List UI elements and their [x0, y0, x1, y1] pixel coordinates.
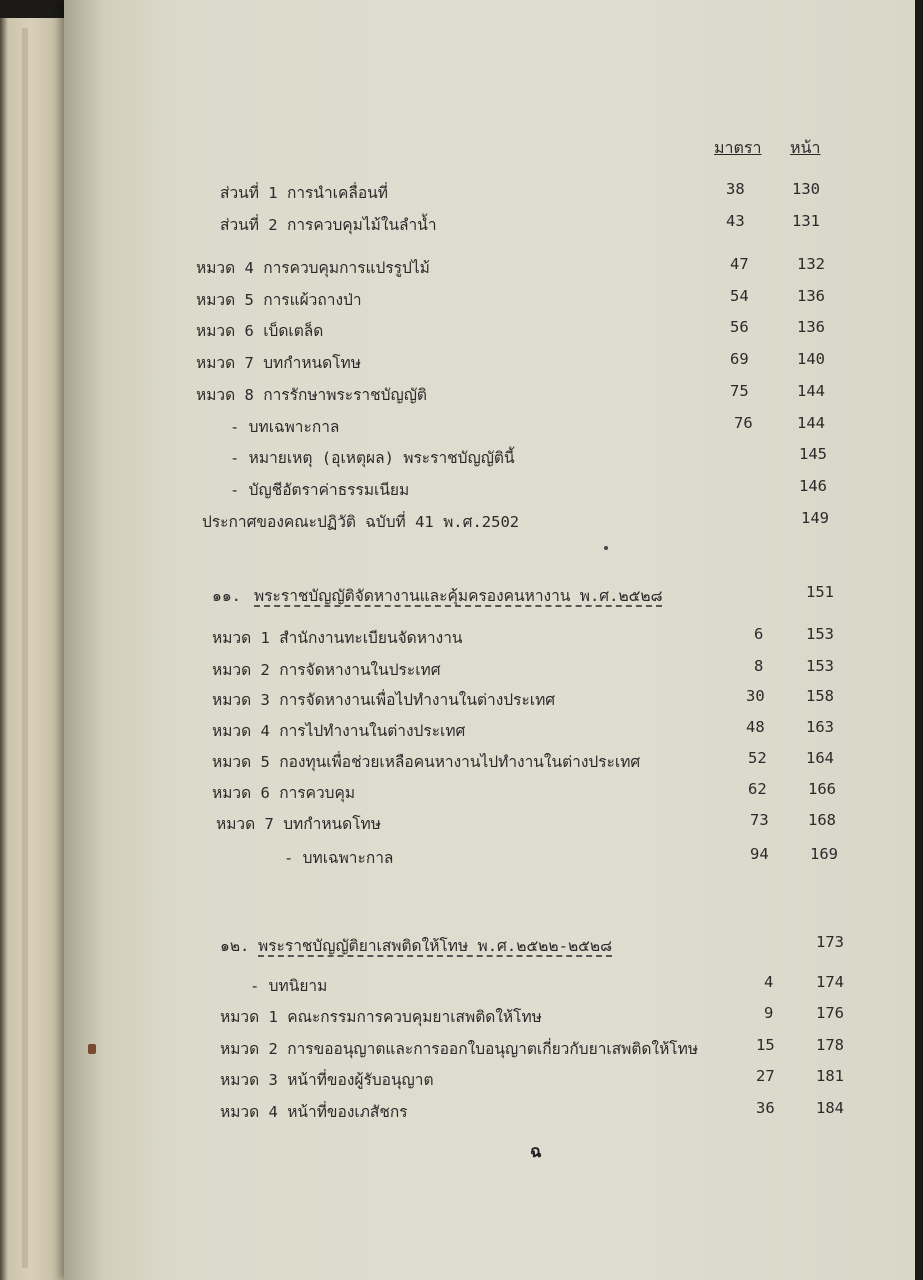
entry-label: หมวด 7 บทกำหนดโทษ: [196, 354, 361, 372]
toc-entry: [64, 1004, 915, 1030]
entry-label: หมวด 4 หน้าที่ของเภสัชกร: [220, 1103, 408, 1121]
entry-label: - บัญชีอัตราค่าธรรมเนียม: [230, 481, 410, 499]
section-heading: [64, 933, 915, 959]
toc-entry: [64, 625, 915, 651]
entry-label: หมวด 2 การขออนุญาตและการออกใบอนุญาตเกี่ยวกับยาเสพติดให้โทษ: [220, 1040, 699, 1058]
entry-label: ส่วนที่ 2 การควบคุมไม้ในลำน้ำ: [220, 216, 437, 234]
entry-label: หมวด 2 การจัดหางานในประเทศ: [212, 661, 441, 679]
entry-article: 52: [748, 749, 767, 767]
entry-article: 6: [754, 625, 764, 643]
entry-page: 144: [797, 414, 825, 432]
section-heading: [64, 583, 915, 609]
entry-label: - บทนิยาม: [250, 977, 328, 995]
entry-article: 8: [754, 657, 764, 675]
toc-entry: [64, 1067, 915, 1093]
entry-label: หมวด 4 การไปทำงานในต่างประเทศ: [212, 722, 466, 740]
entry-article: 30: [746, 687, 765, 705]
entry-label: หมวด 3 การจัดหางานเพื่อไปทำงานในต่างประเทศ: [212, 691, 556, 709]
entry-page: 144: [797, 382, 825, 400]
entry-article: 38: [726, 180, 745, 198]
toc-entry: [64, 445, 915, 471]
entry-label: หมวด 6 การควบคุม: [212, 784, 356, 802]
entry-label: หมวด 3 หน้าที่ของผู้รับอนุญาต: [220, 1071, 434, 1089]
section-title: พระราชบัญญัติจัดหางานและคุ้มครองคนหางาน พ.ศ.๒๕๒๘: [254, 587, 663, 605]
entry-article: 9: [764, 1004, 774, 1022]
entry-article: 76: [734, 414, 753, 432]
entry-page: 131: [792, 212, 820, 230]
entry-page: 168: [808, 811, 836, 829]
entry-page: 184: [816, 1099, 844, 1117]
toc-entry: [64, 1036, 915, 1062]
toc-entry: [64, 657, 915, 683]
toc-entry: [64, 287, 915, 313]
entry-page: 178: [816, 1036, 844, 1054]
section-number: ๑๑.: [212, 587, 242, 605]
toc-entry: [64, 811, 915, 837]
entry-page: 169: [810, 845, 838, 863]
toc-entry: [64, 255, 915, 281]
page-marker: ฉ: [530, 1142, 542, 1162]
entry-label: ส่วนที่ 1 การนำเคลื่อนที่: [220, 184, 388, 202]
entry-article: 27: [756, 1067, 775, 1085]
entry-label: หมวด 5 กองทุนเพื่อช่วยเหลือคนหางานไปทำงานในต่างประเทศ: [212, 753, 641, 771]
stain-mark: [88, 1044, 96, 1054]
toc-page: [64, 0, 915, 1280]
entry-page: 153: [806, 657, 834, 675]
entry-label: หมวด 4 การควบคุมการแปรรูปไม้: [196, 259, 430, 277]
entry-article: 43: [726, 212, 745, 230]
entry-label: หมวด 7 บทกำหนดโทษ: [216, 815, 381, 833]
entry-article: 15: [756, 1036, 775, 1054]
toc-entry: [64, 509, 915, 535]
section-number: ๑๒.: [220, 937, 250, 955]
entry-article: 62: [748, 780, 767, 798]
toc-entry: [64, 1099, 915, 1125]
binding-fold: [22, 28, 28, 1268]
entry-label: ประกาศของคณะปฏิวัติ ฉบับที่ 41 พ.ศ.2502: [202, 513, 520, 531]
entry-article: 54: [730, 287, 749, 305]
column-header-row: [64, 136, 915, 162]
entry-label: หมวด 1 คณะกรรมการควบคุมยาเสพติดให้โทษ: [220, 1008, 542, 1026]
toc-entry: [64, 687, 915, 713]
entry-label: หมวด 8 การรักษาพระราชบัญญัติ: [196, 386, 427, 404]
entry-article: 48: [746, 718, 765, 736]
entry-article: 36: [756, 1099, 775, 1117]
entry-label: - บทเฉพาะกาล: [284, 849, 394, 867]
entry-article: 94: [750, 845, 769, 863]
toc-entry: [64, 749, 915, 775]
section-page: 173: [816, 933, 844, 951]
entry-page: 140: [797, 350, 825, 368]
entry-article: 75: [730, 382, 749, 400]
entry-page: 145: [799, 445, 827, 463]
entry-label: หมวด 5 การแผ้วถางป่า: [196, 291, 362, 309]
entry-page: 166: [808, 780, 836, 798]
entry-article: 56: [730, 318, 749, 336]
toc-entry: [64, 382, 915, 408]
entry-article: 69: [730, 350, 749, 368]
entry-page: 130: [792, 180, 820, 198]
column-header-article: มาตรา: [714, 138, 762, 157]
entry-page: 136: [797, 287, 825, 305]
toc-entry: [64, 318, 915, 344]
entry-page: 181: [816, 1067, 844, 1085]
entry-label: หมวด 1 สำนักงานทะเบียนจัดหางาน: [212, 629, 463, 647]
column-header-page: หน้า: [790, 138, 821, 157]
ink-speck: [604, 546, 608, 550]
toc-entry: [64, 180, 915, 206]
entry-page: 174: [816, 973, 844, 991]
entry-page: 158: [806, 687, 834, 705]
entry-page: 163: [806, 718, 834, 736]
toc-entry: [64, 414, 915, 440]
section-title: พระราชบัญญัติยาเสพติดให้โทษ พ.ศ.๒๕๒๒-๒๕๒๘: [258, 937, 613, 955]
entry-label: - หมายเหตุ (อุเหตุผล) พระราชบัญญัตินี้: [230, 449, 515, 467]
entry-label: - บทเฉพาะกาล: [230, 418, 340, 436]
toc-entry: [64, 212, 915, 238]
entry-page: 164: [806, 749, 834, 767]
entry-article: 73: [750, 811, 769, 829]
toc-entry: [64, 973, 915, 999]
entry-article: 4: [764, 973, 774, 991]
toc-entry: [64, 845, 915, 871]
section-page: 151: [806, 583, 834, 601]
entry-article: 47: [730, 255, 749, 273]
entry-page: 149: [801, 509, 829, 527]
toc-entry: [64, 350, 915, 376]
entry-page: 136: [797, 318, 825, 336]
entry-label: หมวด 6 เบ็ดเตล็ด: [196, 322, 324, 340]
entry-page: 132: [797, 255, 825, 273]
toc-entry: [64, 780, 915, 806]
entry-page: 153: [806, 625, 834, 643]
toc-entry: [64, 718, 915, 744]
entry-page: 146: [799, 477, 827, 495]
toc-entry: [64, 477, 915, 503]
entry-page: 176: [816, 1004, 844, 1022]
